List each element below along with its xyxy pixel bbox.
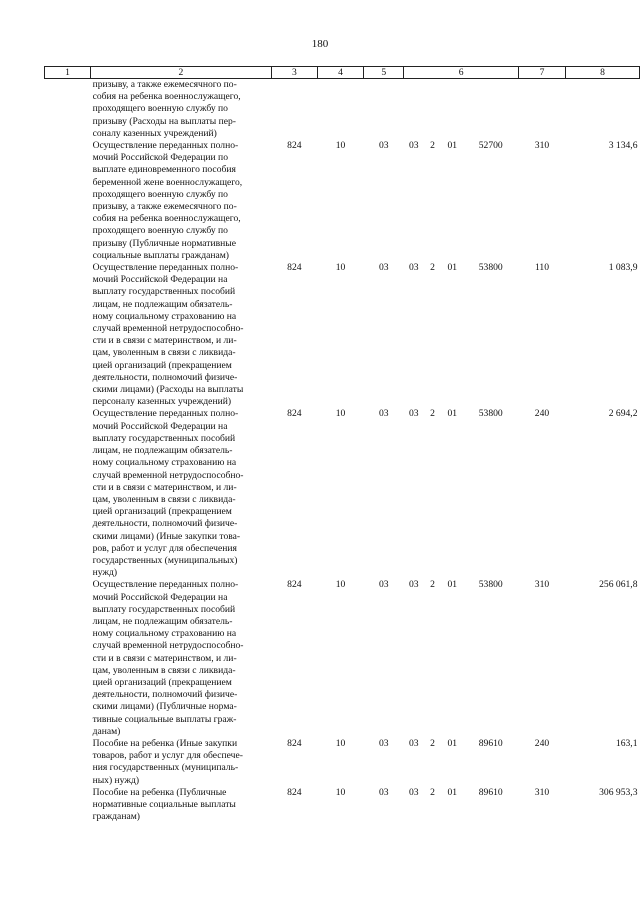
row-c8: 1 083,9 (608, 262, 638, 274)
table-row (45, 262, 640, 408)
header-col-8: 8 (566, 67, 640, 79)
row-c3: 824 (287, 408, 302, 420)
row-c6b: 2 (430, 579, 435, 591)
header-col-1: 1 (45, 67, 91, 79)
row-c6c: 01 (447, 737, 458, 749)
row-c6a: 03 (408, 737, 419, 749)
row-c6a: 03 (408, 140, 419, 152)
row-description: Осуществление переданных полно- мочий Российской Федерации на выплату государственных пособий лицам, не подлежащим обязатель- ному социальному страхованию на случай временной нетрудоспособно- сти и в связи с материнством, и ли- цам, уволенным в связи с ликвида- цией организаций (прекращением деятельности, полномочий физиче- скими лицами) (Расходы на выплаты персоналу казенных учреждений) (92, 262, 244, 408)
row-c3: 824 (287, 579, 302, 591)
table-row (45, 408, 640, 579)
row-c7: 310 (534, 786, 550, 798)
row-c6b: 2 (430, 140, 435, 152)
row-c6a: 03 (408, 786, 419, 798)
row-c6c: 01 (447, 262, 458, 274)
row-c6a (404, 79, 424, 141)
row-c5: 03 (378, 737, 389, 749)
row-c7: 310 (534, 579, 550, 591)
header-col-6: 6 (404, 67, 518, 79)
header-col-3: 3 (271, 67, 317, 79)
header-col-5: 5 (364, 67, 404, 79)
table-row (45, 787, 640, 824)
row-c7: 310 (534, 140, 550, 152)
table-row (45, 79, 640, 141)
row-c3: 824 (287, 786, 302, 798)
header-col-2: 2 (91, 67, 272, 79)
row-c4: 10 (335, 262, 346, 274)
row-c5: 03 (378, 262, 389, 274)
row-description: призыву, а также ежемесячного по- собия на ребенка военнослужащего, проходящего военную службу по призыву (Расходы на выплаты пер- соналу казенных учреждений) (92, 79, 241, 139)
row-c8: 306 953,3 (599, 786, 638, 798)
row-c6c: 01 (447, 786, 458, 798)
row-c4: 10 (335, 579, 346, 591)
table-row (45, 738, 640, 787)
row-c6b: 2 (430, 408, 435, 420)
row-c5: 03 (378, 408, 389, 420)
row-c6c: 01 (447, 140, 458, 152)
row-c5: 03 (378, 579, 389, 591)
row-c6a: 03 (408, 579, 419, 591)
table-row (45, 579, 640, 738)
row-c5: 03 (378, 786, 389, 798)
row-c7 (518, 79, 565, 141)
row-c8: 2 694,2 (608, 408, 638, 420)
budget-table (44, 66, 640, 823)
row-c6c: 01 (447, 408, 458, 420)
header-col-4: 4 (317, 67, 363, 79)
row-c6b: 2 (430, 262, 435, 274)
row-c3: 824 (287, 262, 302, 274)
row-c5 (364, 79, 404, 141)
row-c8: 163,1 (615, 737, 638, 749)
page-number: 180 (311, 38, 329, 50)
row-c6d (463, 79, 518, 141)
table-body (45, 79, 640, 824)
row-c6d: 52700 (478, 140, 503, 152)
row-c4: 10 (335, 140, 346, 152)
row-c6d: 53800 (478, 408, 503, 420)
row-c8: 3 134,6 (608, 140, 638, 152)
row-description: Пособие на ребенка (Иные закупки товаров, работ и услуг для обеспече- ния государственных (муниципаль- ных) нужд) (92, 737, 243, 786)
row-c6c (441, 79, 463, 141)
row-description: Пособие на ребенка (Публичные нормативные социальные выплаты гражданам) (92, 786, 236, 823)
row-description: Осуществление переданных полно- мочий Российской Федерации по выплате единовременного пособия беременной жене военнослужащего, проходящего военную службу по призыву, а также ежемесячного по- собия на ребенка военнослужащего, проходящего военную службу по призыву (Публичные нормативные социальные выплаты гражданам) (92, 140, 243, 261)
row-c6a: 03 (408, 262, 419, 274)
header-col-7: 7 (518, 67, 565, 79)
row-number-cell (45, 408, 91, 579)
row-c4: 10 (335, 786, 346, 798)
row-number-cell (45, 738, 91, 787)
row-description: Осуществление переданных полно- мочий Российской Федерации на выплату государственных пособий лицам, не подлежащим обязатель- ному социальному страхованию на случай временной нетрудоспособно- сти и в связи с материнством, и ли- цам, уволенным в связи с ликвида- цией организаций (прекращением деятельности, полномочий физиче- скими лицами) (Иные закупки това- ров, работ и услуг для обеспечения государственных (муниципальных) нужд) (92, 408, 244, 579)
row-c6d: 53800 (478, 262, 503, 274)
row-number-cell (45, 579, 91, 738)
table-row (45, 140, 640, 262)
row-c6b (424, 79, 442, 141)
row-c4: 10 (335, 408, 346, 420)
row-c6a: 03 (408, 408, 419, 420)
row-number-cell (45, 79, 91, 141)
row-c6c: 01 (447, 579, 458, 591)
row-c7: 240 (534, 737, 550, 749)
row-description: Осуществление переданных полно- мочий Российской Федерации на выплату государственных пособий лицам, не подлежащим обязатель- ному социальному страхованию на случай временной нетрудоспособно- сти и в связи с материнством, и ли- цам, уволенным в связи с ликвида- цией организаций (прекращением деятельности, полномочий физиче- скими лицами) (Публичные норма- тивные социальные выплаты граж- данам) (92, 579, 244, 737)
row-c6d: 89610 (478, 737, 503, 749)
row-c7: 240 (534, 408, 550, 420)
row-number-cell (45, 262, 91, 408)
row-number-cell (45, 787, 91, 824)
row-c5: 03 (378, 140, 389, 152)
row-c8: 256 061,8 (599, 579, 638, 591)
row-c6b: 2 (430, 786, 435, 798)
row-c8 (566, 79, 640, 141)
row-c4: 10 (335, 737, 346, 749)
row-c3: 824 (287, 737, 302, 749)
row-c4 (317, 79, 363, 141)
row-c3 (271, 79, 317, 141)
table-header (45, 67, 640, 79)
row-c7: 110 (534, 262, 549, 274)
row-number-cell (45, 140, 91, 262)
row-c6d: 89610 (478, 786, 503, 798)
row-c6d: 53800 (478, 579, 503, 591)
row-c3: 824 (287, 140, 302, 152)
row-c6b: 2 (430, 737, 435, 749)
